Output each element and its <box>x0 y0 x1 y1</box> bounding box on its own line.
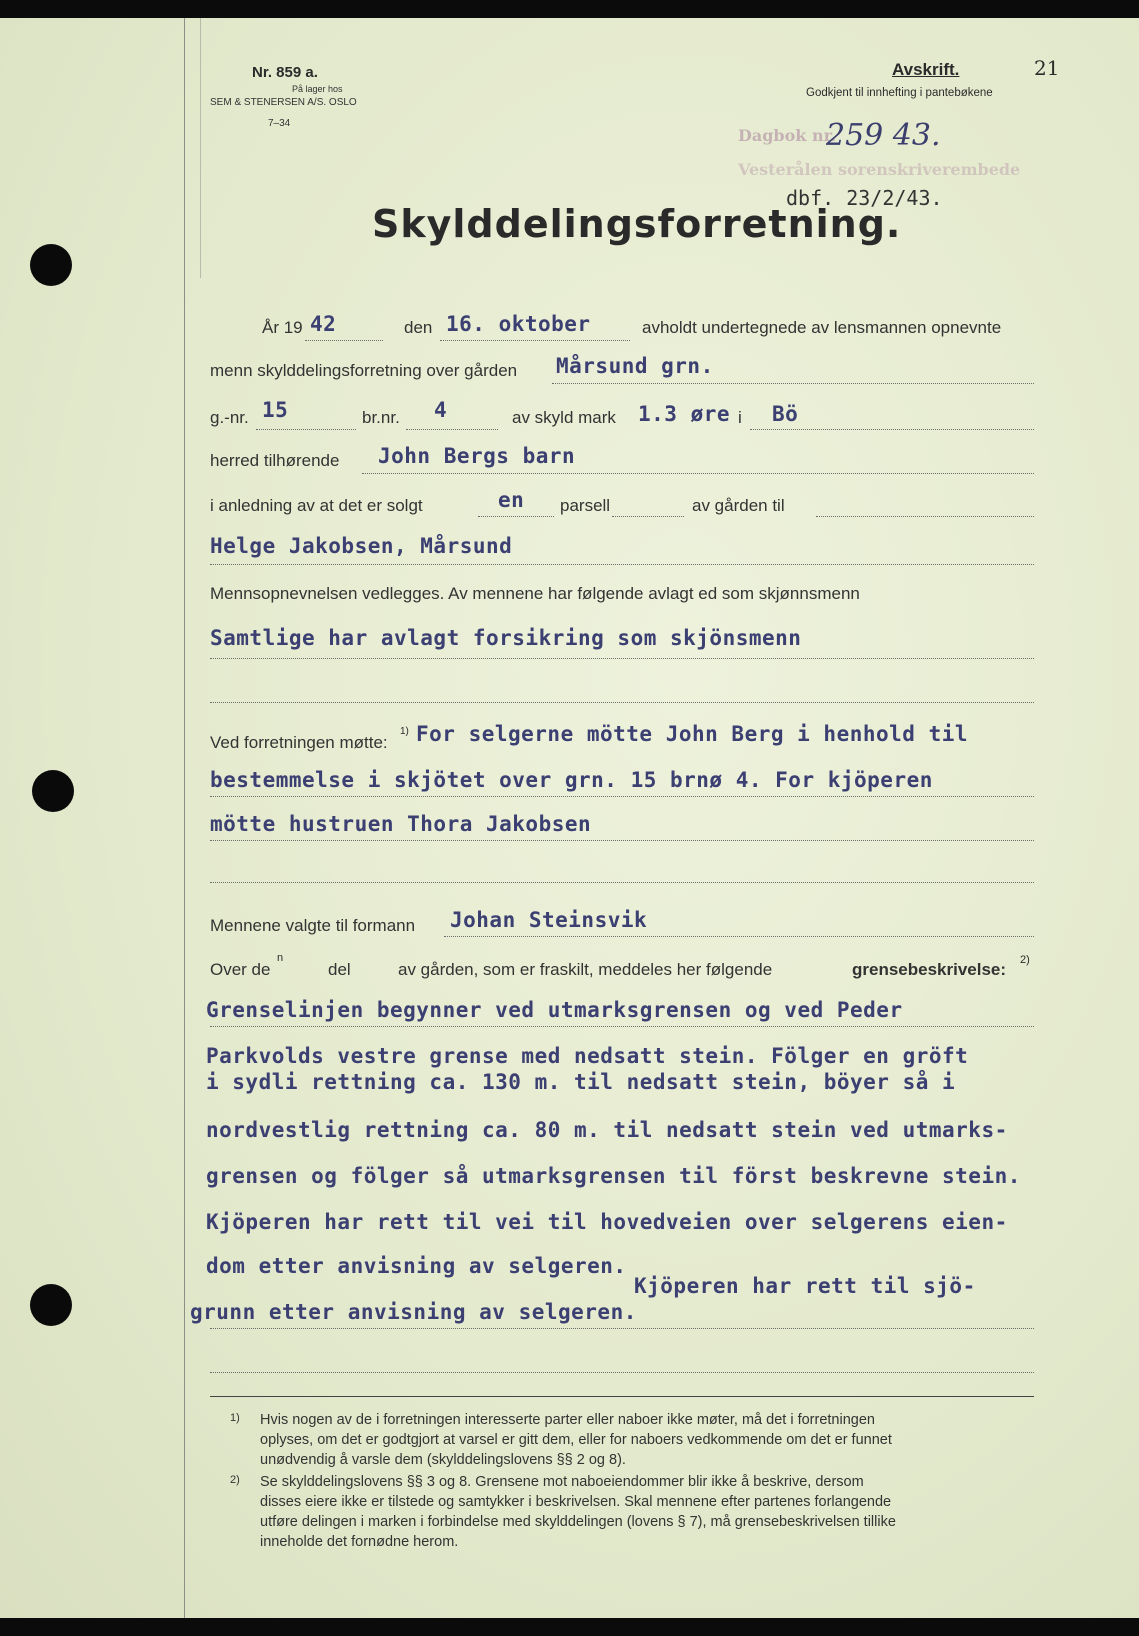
footnote-1-line-3: unødvendig å varsle dem (skylddelingslovens §§ 2 og 8). <box>260 1452 626 1468</box>
attendance-line-3: mötte hustruen Thora Jakobsen <box>210 812 592 836</box>
over-label: Over de <box>210 960 271 979</box>
footnote-2-mark: 2) <box>230 1474 240 1486</box>
boundary-line-4: nordvestlig rettning ca. 80 m. til nedsatt stein ved utmarks- <box>206 1118 1008 1142</box>
printer-line-1: På lager hos <box>292 84 343 94</box>
footnote-2-line-2: disses eiere ikke er tilstede og samtykker i beskrivelsen. Skal mennene efter partenes forlangende <box>260 1494 892 1510</box>
reason-end-rule <box>816 516 1034 517</box>
boundary-footnote-mark: 2) <box>1020 954 1030 966</box>
printer-line-2: SEM & STENERSEN A/S. OSLO <box>210 97 357 108</box>
year-rule <box>305 340 383 341</box>
held-text: avholdt undertegnede av lensmannen opnevnte <box>642 318 1002 337</box>
gnr-value: 15 <box>262 398 289 422</box>
chairman-label: Mennene valgte til formann <box>210 916 416 935</box>
municipality-value: Bö <box>772 402 799 426</box>
boundary-rule-3 <box>210 1372 1034 1373</box>
attendance-label: Ved forretningen møtte: <box>210 733 388 752</box>
boundary-rest-label: av gården, som er fraskilt, meddeles her følgende <box>398 960 773 979</box>
oath-value: Samtlige har avlagt forsikring som skjönsmenn <box>210 626 802 650</box>
skyld-value: 1.3 øre <box>638 402 731 426</box>
copy-label: Avskrift. <box>892 60 960 79</box>
blank-rule-1 <box>210 702 1034 703</box>
margin-line-inner <box>200 18 201 278</box>
boundary-line-7: dom etter anvisning av selgeren. <box>206 1254 627 1278</box>
punch-hole-bottom <box>30 1284 72 1326</box>
attendance-rule-2 <box>210 840 1034 841</box>
brnr-label: br.nr. <box>362 408 400 427</box>
date-value: 16. oktober <box>446 312 591 336</box>
footnote-2-line-1: Se skylddelingslovens §§ 3 og 8. Grensene mot naboeiendommer blir ikke å beskrive, dersom <box>260 1474 864 1490</box>
skyld-label: av skyld mark <box>512 408 616 427</box>
boundary-line-9: grunn etter anvisning av selgeren. <box>190 1300 637 1324</box>
dagbok-number: 259 43. <box>826 118 941 153</box>
boundary-line-1: Grenselinjen begynner ved utmarksgrensen og ved Peder <box>206 998 903 1022</box>
margin-line <box>184 18 185 1618</box>
buyer-rule <box>210 564 1034 565</box>
footnote-2-line-4: inneholde det fornødne herom. <box>260 1534 459 1550</box>
dagbok-stamp: Dagbok nr. <box>738 126 837 145</box>
parsell-label: parsell <box>560 496 611 515</box>
document-title: Skylddelingsforretning. <box>372 202 902 246</box>
parcel-rule <box>478 516 554 517</box>
boundary-rule-2 <box>210 1328 1034 1329</box>
den-label: den <box>404 318 433 337</box>
boundary-line-3: i sydli rettning ca. 130 m. til nedsatt stein, böyer så i <box>206 1070 956 1094</box>
dbf-text: dbf. 23/2/43. <box>786 186 943 210</box>
printer-line-3: 7–34 <box>268 118 291 129</box>
chairman-name: Johan Steinsvik <box>450 908 648 932</box>
footnote-1-line-1: Hvis nogen av de i forretningen interesserte parter eller naboer ikke møter, må det i forretningen <box>260 1412 875 1428</box>
boundary-line-2: Parkvolds vestre grense med nedsatt stein. Fölger en gröft <box>206 1044 969 1068</box>
farm-rule <box>552 383 1034 384</box>
attendance-line-2: bestemmelse i skjötet over grn. 15 brnø 4. For kjöperen <box>210 768 933 792</box>
gnr-label: g.-nr. <box>210 408 249 427</box>
oath-rule <box>210 658 1034 659</box>
boundary-line-5: grensen og fölger så utmarksgrensen til först beskrevne stein. <box>206 1164 1021 1188</box>
document-page <box>0 18 1139 1618</box>
boundary-line-8: Kjöperen har rett til sjö- <box>634 1274 976 1298</box>
municipality-rule <box>750 429 1034 430</box>
brnr-value: 4 <box>434 398 448 422</box>
footnote-separator <box>210 1396 1034 1397</box>
av-garden-til: av gården til <box>692 496 785 515</box>
i-label: i <box>738 408 742 427</box>
footnote-1-line-2: oplyses, om det er godtgjort at varsel er gitt dem, eller for naboers vedkommende om det er funnet <box>260 1432 892 1448</box>
gnr-rule <box>256 429 356 430</box>
attendance-footnote-mark: 1) <box>400 726 409 737</box>
reason-label: i anledning av at det er solgt <box>210 496 423 515</box>
approved-text: Godkjent til innhefting i pantebøkene <box>806 87 993 99</box>
boundary-line-6: Kjöperen har rett til vei til hovedveien over selgerens eien- <box>206 1210 1008 1234</box>
brnr-rule <box>406 429 498 430</box>
parcel-count: en <box>498 488 525 512</box>
attendance-rule-3 <box>210 882 1034 883</box>
over-mark: n <box>277 952 284 964</box>
appointment-text: Mennsopnevnelsen vedlegges. Av mennene har følgende avlagt ed som skjønnsmenn <box>210 584 860 603</box>
punch-hole-top <box>30 244 72 286</box>
farm-value: Mårsund grn. <box>556 354 714 378</box>
attendance-rule-1 <box>210 796 1034 797</box>
footnote-2-line-3: utføre delingen i marken i forbindelse med skylddelingen (lovens § 7), må grensebeskrivelsen tillike <box>260 1514 896 1530</box>
line2-text: menn skylddelingsforretning over gården <box>210 361 518 380</box>
date-rule <box>440 340 630 341</box>
del-label: del <box>328 960 351 979</box>
parsell-rule <box>612 516 684 517</box>
boundary-rule-1 <box>210 1026 1034 1027</box>
office-stamp: Vesterålen sorenskriverembede <box>738 160 1021 179</box>
ar-label: År 19 <box>262 318 303 337</box>
buyer-value: Helge Jakobsen, Mårsund <box>210 534 513 558</box>
chairman-rule <box>444 936 1034 937</box>
owner-rule <box>362 473 1034 474</box>
year-value: 42 <box>310 312 337 336</box>
page-number: 21 <box>1034 56 1060 80</box>
punch-hole-middle <box>32 770 74 812</box>
footnote-1-mark: 1) <box>230 1412 240 1424</box>
attendance-line-1: For selgerne mötte John Berg i henhold til <box>416 722 969 746</box>
boundary-bold-label: grensebeskrivelse: <box>852 960 1007 979</box>
owner-value: John Bergs barn <box>378 444 576 468</box>
form-number: Nr. 859 a. <box>252 64 318 81</box>
herred-label: herred tilhørende <box>210 451 340 470</box>
